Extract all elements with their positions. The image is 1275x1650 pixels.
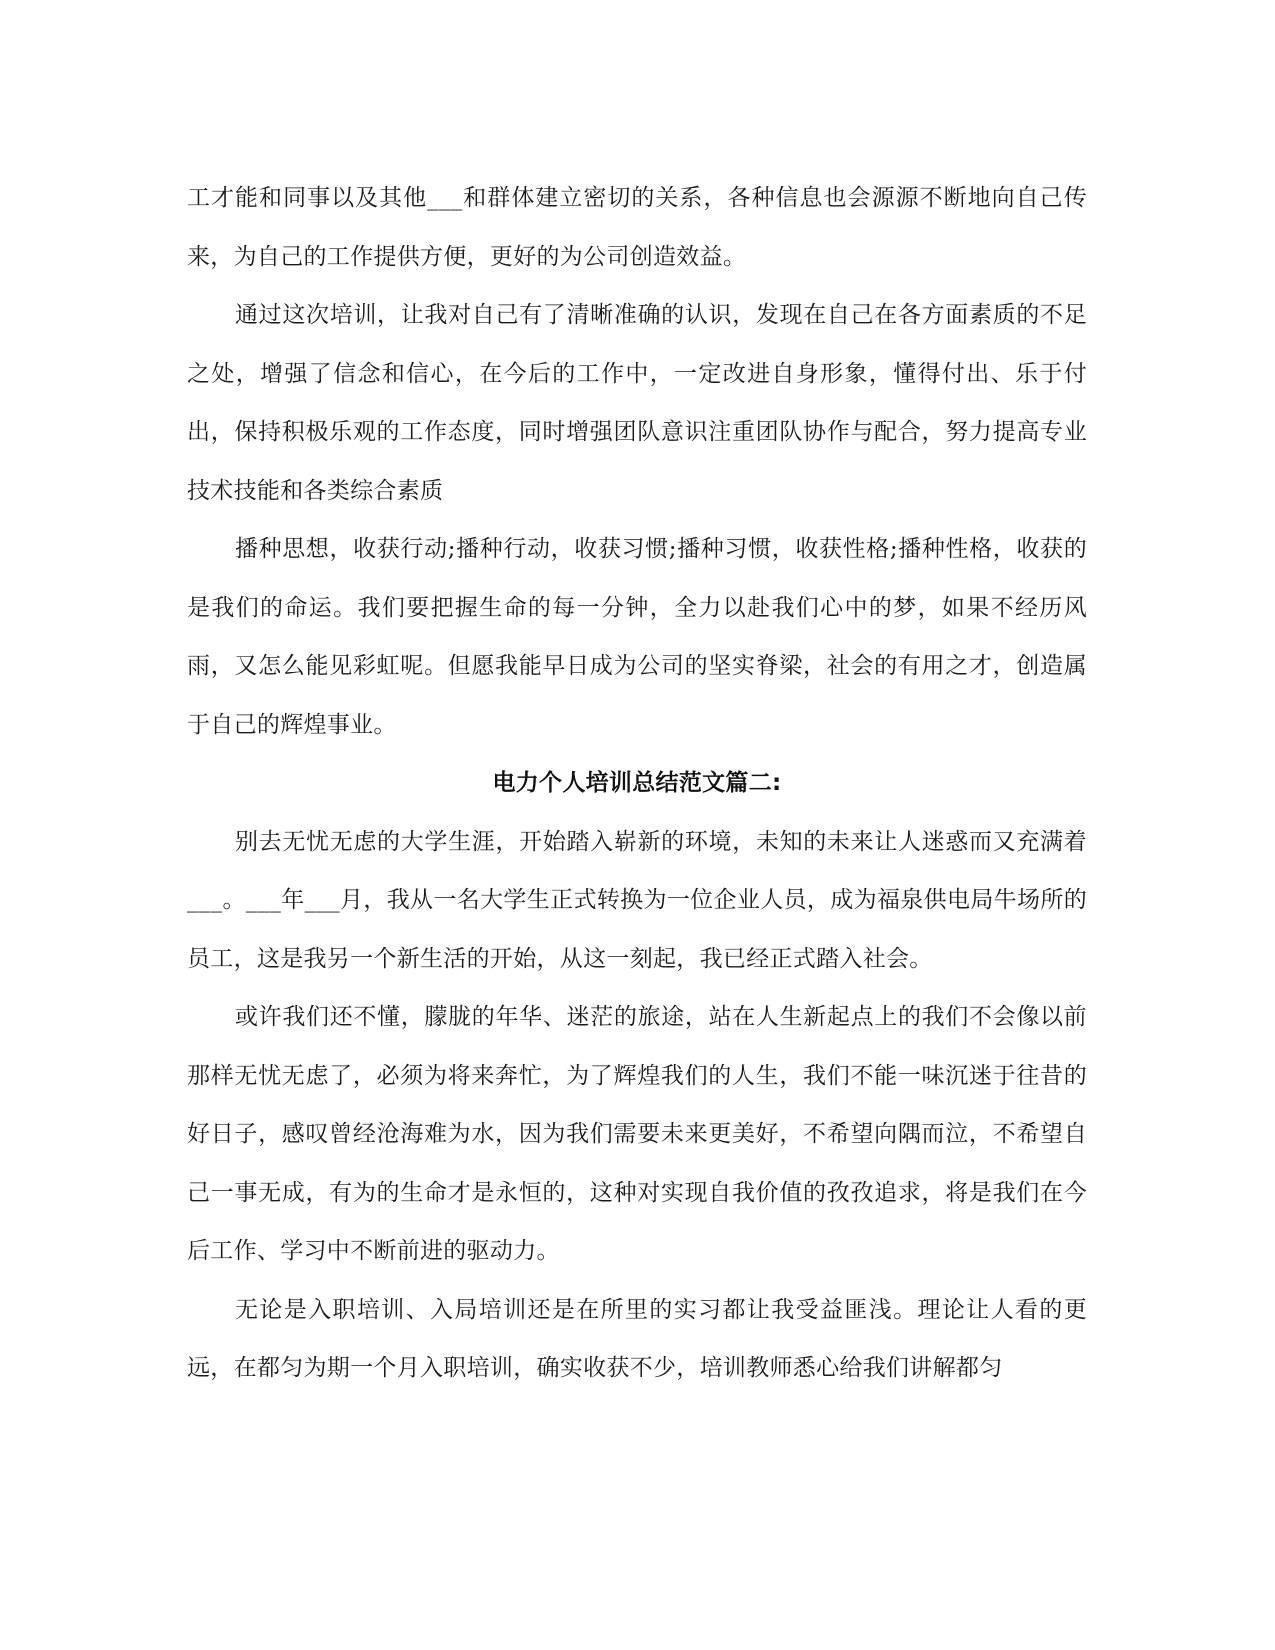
- document-body: [187, 169, 1087, 1398]
- section-heading: 电力个人培训总结范文篇二:: [492, 770, 782, 796]
- paragraph-2: 通过这次培训，让我对自己有了清晰准确的认识，发现在自己在各方面素质的不足之处，增强了信念和信心，在今后的工作中，一定改进自身形象，懂得付出、乐于付出，保持积极乐观的工作态度，同时增强团队意识注重团队协作与配合，努力提高专业技术技能和各类综合素质: [187, 302, 1087, 504]
- paragraph-5: 或许我们还不懂，朦胧的年华、迷茫的旅途，站在人生新起点上的我们不会像以前那样无忧无虑了，必须为将来奔忙，为了辉煌我们的人生，我们不能一味沉迷于往昔的好日子，感叹曾经沧海难为水，因为我们需要未来更美好，不希望向隅而泣，不希望自己一事无成，有为的生命才是永恒的，这种对实现自我价值的孜孜追求，将是我们在今后工作、学习中不断前进的驱动力。: [187, 1004, 1087, 1264]
- paragraph-1: 工才能和同事以及其他___和群体建立密切的关系，各种信息也会源源不断地向自己传来，为自己的工作提供方便，更好的为公司创造效益。: [187, 185, 1087, 270]
- paragraph-4: 别去无忧无虑的大学生涯，开始踏入崭新的环境，未知的未来让人迷惑而又充满着___。___年___月，我从一名大学生正式转换为一位企业人员，成为福泉供电局牛场所的员工，这是我另一个新生活的开始，从这一刻起，我已经正式踏入社会。: [187, 828, 1087, 972]
- paragraph-6: 无论是入职培训、入局培训还是在所里的实习都让我受益匪浅。理论让人看的更远，在都匀为期一个月入职培训，确实收获不少，培训教师悉心给我们讲解都匀: [187, 1296, 1087, 1381]
- paragraph-3: 播种思想，收获行动;播种行动，收获习惯;播种习惯，收获性格;播种性格，收获的是我们的命运。我们要把握生命的每一分钟，全力以赴我们心中的梦，如果不经历风雨，又怎么能见彩虹呢。但愿我能早日成为公司的坚实脊梁，社会的有用之才，创造属于自己的辉煌事业。: [187, 536, 1087, 738]
